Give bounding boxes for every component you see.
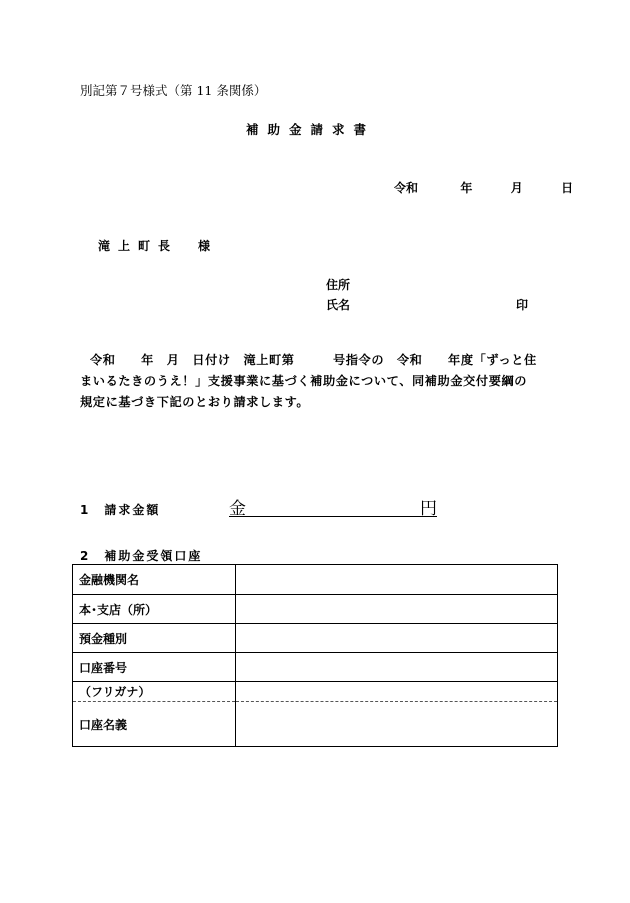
- date-month-unit: 月: [510, 181, 523, 195]
- table-row: [73, 565, 558, 595]
- section-amount-label: 1 請求金額: [80, 503, 161, 517]
- form-id: 別記第７号様式（第 11 条関係）: [80, 83, 267, 98]
- body-line-3: 規定に基づき下記のとおり請求します。: [80, 395, 310, 409]
- seal-mark: 印: [516, 298, 529, 312]
- row-value-account-holder: [236, 702, 558, 747]
- addressee: 滝上町長 様: [98, 239, 219, 253]
- address-label: 住所: [326, 278, 351, 292]
- amount-field: [229, 494, 437, 517]
- row-label-account-holder: 口座名義: [73, 702, 236, 747]
- row-value-account-number: [236, 653, 558, 682]
- table-row: [73, 702, 558, 747]
- row-label-account-number: 口座番号: [73, 653, 236, 682]
- row-label-deposit-type: 預金種別: [73, 624, 236, 653]
- row-label-furigana: （フリガナ）: [73, 682, 236, 702]
- table-row: [73, 624, 558, 653]
- date-line: [394, 179, 573, 196]
- name-label: 氏名: [326, 298, 351, 312]
- date-day-unit: 日: [561, 181, 574, 195]
- row-value-deposit-type: [236, 624, 558, 653]
- row-value-bank: [236, 565, 558, 595]
- request-body: [80, 350, 550, 413]
- date-era: 令和: [394, 181, 419, 195]
- body-line-1: 令和 年 月 日付け 滝上町第 号指令の 令和 年度「ずっと住: [90, 353, 537, 367]
- row-value-furigana: [236, 682, 558, 702]
- row-label-branch: 本･支店（所）: [73, 595, 236, 624]
- table-row: [73, 653, 558, 682]
- table-row: [73, 682, 558, 702]
- document-title: 補助金請求書: [246, 122, 376, 137]
- section-account-label: 2 補助金受領口座: [80, 549, 203, 563]
- amount-prefix: 金: [229, 499, 246, 519]
- account-table: [72, 564, 558, 747]
- row-value-branch: [236, 595, 558, 624]
- amount-suffix: 円: [420, 499, 437, 519]
- table-row: [73, 595, 558, 624]
- body-line-2: まいるたきのうえ！」支援事業に基づく補助金について、同補助金交付要綱の: [80, 374, 528, 388]
- date-year-unit: 年: [460, 181, 473, 195]
- row-label-bank: 金融機関名: [73, 565, 236, 595]
